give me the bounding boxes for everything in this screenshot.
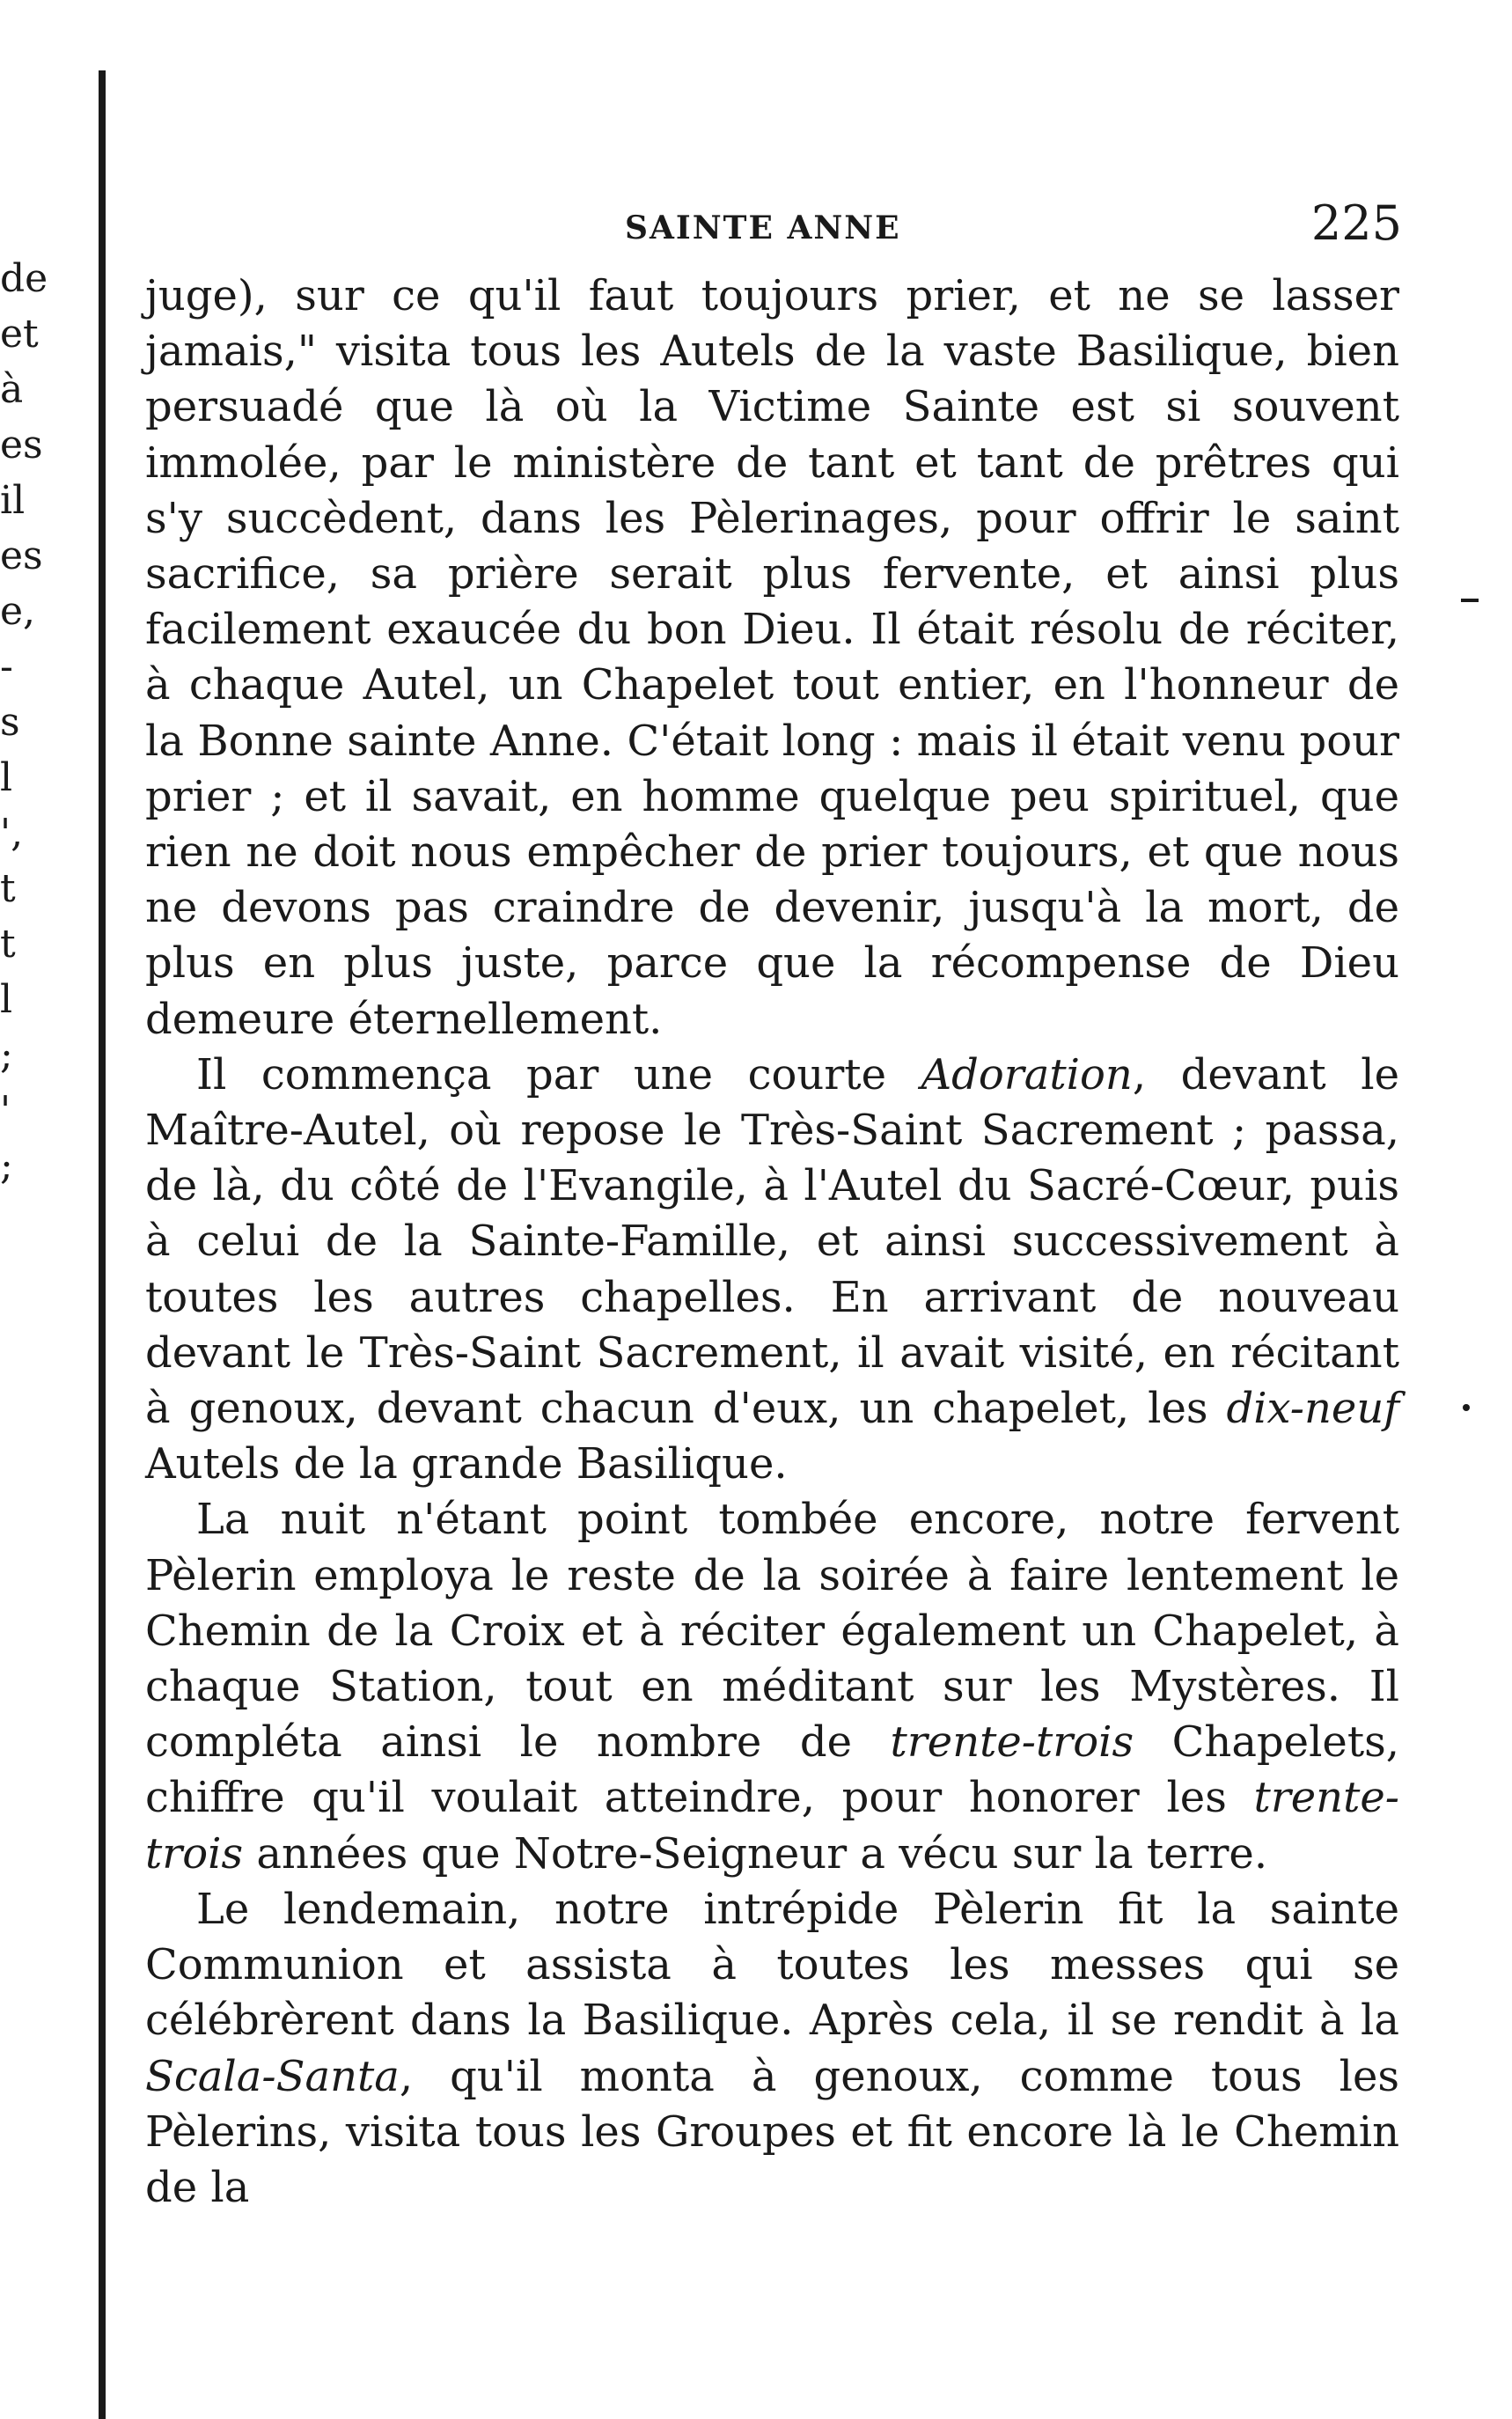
margin-fragment: t [0,922,16,967]
margin-fragment: et [0,312,39,357]
body-text [145,268,1399,2216]
margin-fragment: e, [0,589,36,634]
print-mark [1461,599,1479,602]
paragraph [145,1882,1399,2216]
book-page [145,185,1402,2216]
margin-fragment: ' [0,1088,11,1133]
running-title: SAINTE ANNE [625,210,901,246]
binding-gutter [99,70,106,2419]
margin-fragment: l [0,755,13,800]
text-run: juge), sur ce qu'il faut toujours prier, et ne se lasser jamais," visita tous les Autels de la vaste Basilique, bien persuadé que là où la Victime Sainte est si souvent immolée, par le ministère de tant et tant de prêtres qui s'y succèdent, dans les Pèlerinages, pour offrir le saint sacrifice, sa prière serait plus fervente, et ainsi plus facilement exaucée du bon Dieu. Il était résolu de réciter, à chaque Autel, un Chapelet tout entier, en l'honneur de la Bonne sainte Anne. C'était long : mais il était venu pour prier ; et il savait, en homme quelque peu spirituel, que rien ne doit nous empêcher de prier toujours, et que nous ne devons pas craindre de devenir, jusqu'à la mort, de plus en plus juste, parce que la récompense de Dieu demeure éternellement. [145,271,1399,1044]
text-run: années que Notre-Seigneur a vécu sur la terre. [243,1828,1268,1879]
margin-fragment: - [0,644,13,689]
margin-fragment: es [0,423,43,467]
margin-fragment: es [0,533,43,578]
page-number: 225 [1310,195,1402,251]
margin-fragment: à [0,367,24,412]
margin-fragment: ; [0,1033,13,1077]
paragraph [145,1492,1399,1881]
text-run: Autels de la grande Basilique. [145,1439,788,1489]
text-run: , qu'il monta à genoux, comme tous les Pèlerins, visita tous les Groupes et fit encore là le Chemin de la [145,2051,1399,2212]
running-head [145,185,1402,268]
margin-fragment: l [0,977,13,1022]
margin-fragment: s [0,700,20,745]
text-run: Il commença par une courte [196,1049,921,1099]
text-run: Le lendemain, notre intrépide Pèlerin fit la sainte Communion et assista à toutes les messes qui se célébrèrent dans la Basilique. Après cela, il se rendit à la [145,1884,1399,2046]
paragraph [145,268,1399,1048]
margin-fragment: ', [0,811,24,856]
italic-text: trente-trois [145,1773,1399,1879]
italic-text: dix-neuf [1226,1384,1399,1434]
margin-fragment: il [0,478,26,523]
text-run: La nuit n'étant point tombée encore, notre fervent Pèlerin employa le reste de la soirée à faire lentement le Chemin de la Croix et à réciter également un Chapelet, à chaque Station, tout en méditant sur les Mystères. Il compléta ainsi le nombre de [145,1495,1399,1768]
italic-text: Adoration [921,1049,1133,1099]
margin-fragment: de [0,256,48,301]
italic-text: trente-trois [890,1717,1134,1768]
paragraph [145,1048,1399,1493]
margin-fragment: ; [0,1143,13,1188]
italic-text: Scala-Santa [145,2051,400,2101]
margin-fragment: t [0,866,16,911]
facing-page-fragments [0,251,70,1194]
print-mark [1463,1404,1470,1411]
text-run: Chapelets, chiffre qu'il voulait atteindre, pour honorer les [145,1717,1400,1823]
text-run: , devant le Maître-Autel, où repose le Très-Saint Sacrement ; passa, de là, du côté de l'Evangile, à l'Autel du Sacré-Cœur, puis à celui de la Sainte-Famille, et ainsi successivement à toutes les autres chapelles. En arrivant de nouveau devant le Très-Saint Sacrement, il avait visité, en récitant à genoux, devant chacun d'eux, un chapelet, les [145,1049,1399,1434]
